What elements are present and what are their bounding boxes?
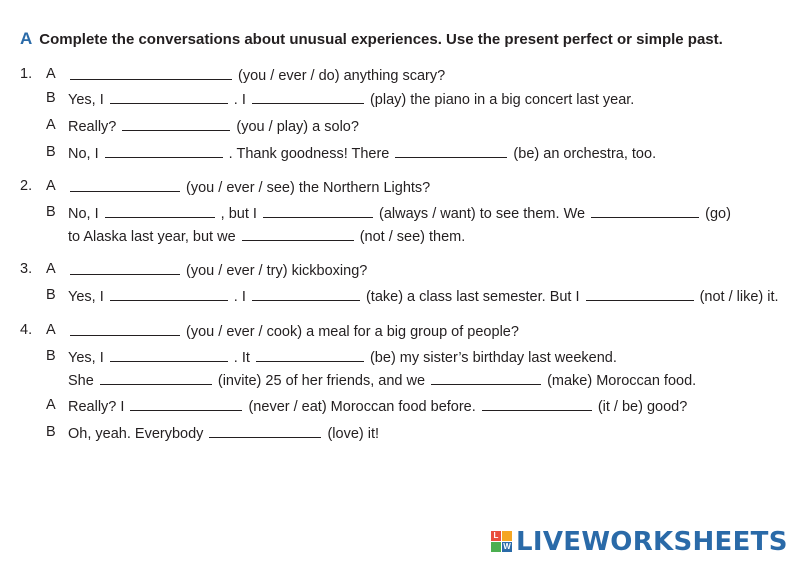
dialogue-text: . It [229,350,254,366]
dialogue-text: (love) it! [323,426,380,442]
logo-square-orange [502,531,512,541]
dialogue-text: (be) an orchestra, too. [509,146,657,162]
answer-blank[interactable] [105,204,215,218]
speaker-label: B [46,348,56,364]
dialogue-text: (you / ever / try) kickboxing? [182,263,368,279]
dialogue-line [68,178,430,197]
logo-square-green [491,542,501,552]
item-number: 4. [20,322,33,338]
answer-blank[interactable] [252,287,360,301]
dialogue-line [68,348,617,367]
logo-text: LIVEWORKSHEETS [516,527,788,557]
exercise-instruction: Complete the conversations about unusual experiences. Use the present perfect or simple past. [39,31,723,48]
worksheet-header [20,29,723,49]
dialogue-line [68,424,379,443]
dialogue-line [68,90,634,109]
answer-blank[interactable] [110,287,228,301]
dialogue-text: No, I [68,206,103,222]
dialogue-text: (play) the piano in a big concert last year. [365,92,635,108]
dialogue-text: (not / see) them. [355,229,466,245]
dialogue-line [68,66,445,85]
speaker-label: A [46,178,56,194]
answer-blank[interactable] [209,424,321,438]
answer-blank[interactable] [70,178,180,192]
dialogue-text: (make) Moroccan food. [543,373,697,389]
dialogue-text: Yes, I [68,289,108,305]
dialogue-text: (you / ever / do) anything scary? [234,68,446,84]
dialogue-text: Oh, yeah. Everybody [68,426,208,442]
answer-blank[interactable] [122,117,230,131]
speaker-label: B [46,90,56,106]
answer-blank[interactable] [242,227,354,241]
answer-blank[interactable] [70,322,180,336]
dialogue-text: , but I [216,206,261,222]
dialogue-text: Yes, I [68,92,108,108]
dialogue-text: . Thank goodness! There [224,146,394,162]
dialogue-line [68,261,367,280]
speaker-label: B [46,424,56,440]
dialogue-text: (you / ever / cook) a meal for a big group of people? [182,324,519,340]
speaker-label: A [46,322,56,338]
dialogue-line [68,227,465,246]
answer-blank[interactable] [105,144,223,158]
dialogue-line [68,322,519,341]
dialogue-text: Really? [68,119,121,135]
dialogue-text: (you / ever / see) the Northern Lights? [182,180,431,196]
speaker-label: B [46,287,56,303]
speaker-label: B [46,144,56,160]
answer-blank[interactable] [110,90,228,104]
dialogue-line [68,397,687,416]
dialogue-line [68,204,731,223]
dialogue-text: to Alaska last year, but we [68,229,240,245]
dialogue-text: (invite) 25 of her friends, and we [213,373,430,389]
dialogue-text: (not / like) it. [695,289,779,305]
dialogue-text: Yes, I [68,350,108,366]
answer-blank[interactable] [70,66,232,80]
answer-blank[interactable] [110,348,228,362]
item-number: 1. [20,66,33,82]
speaker-label: A [46,117,56,133]
speaker-label: A [46,397,56,413]
answer-blank[interactable] [256,348,364,362]
dialogue-line [68,117,359,136]
liveworksheets-logo [491,527,788,557]
dialogue-text: (be) my sister’s birthday last weekend. [365,350,617,366]
item-number: 3. [20,261,33,277]
dialogue-text: . I [229,289,250,305]
liveworksheets-icon [491,531,513,553]
answer-blank[interactable] [395,144,507,158]
answer-blank[interactable] [70,261,180,275]
speaker-label: A [46,261,56,277]
dialogue-text: (never / eat) Moroccan food before. [244,399,480,415]
dialogue-text: (you / play) a solo? [232,119,359,135]
answer-blank[interactable] [482,397,592,411]
dialogue-text: She [68,373,98,389]
answer-blank[interactable] [130,397,242,411]
logo-square-red: L [491,531,501,541]
dialogue-line [68,287,779,306]
answer-blank[interactable] [252,90,364,104]
dialogue-line [68,371,696,390]
dialogue-text: (always / want) to see them. We [375,206,590,222]
logo-square-blue: W [503,542,511,551]
exercise-letter: A [20,29,33,48]
answer-blank[interactable] [431,371,541,385]
dialogue-text: (go) [701,206,731,222]
answer-blank[interactable] [591,204,699,218]
answer-blank[interactable] [263,204,373,218]
dialogue-text: Really? I [68,399,129,415]
dialogue-line [68,144,656,163]
speaker-label: B [46,204,56,220]
dialogue-text: . I [229,92,250,108]
dialogue-text: (take) a class last semester. But I [361,289,584,305]
answer-blank[interactable] [586,287,694,301]
answer-blank[interactable] [100,371,212,385]
speaker-label: A [46,66,56,82]
dialogue-text: (it / be) good? [593,399,688,415]
item-number: 2. [20,178,33,194]
dialogue-text: No, I [68,146,103,162]
